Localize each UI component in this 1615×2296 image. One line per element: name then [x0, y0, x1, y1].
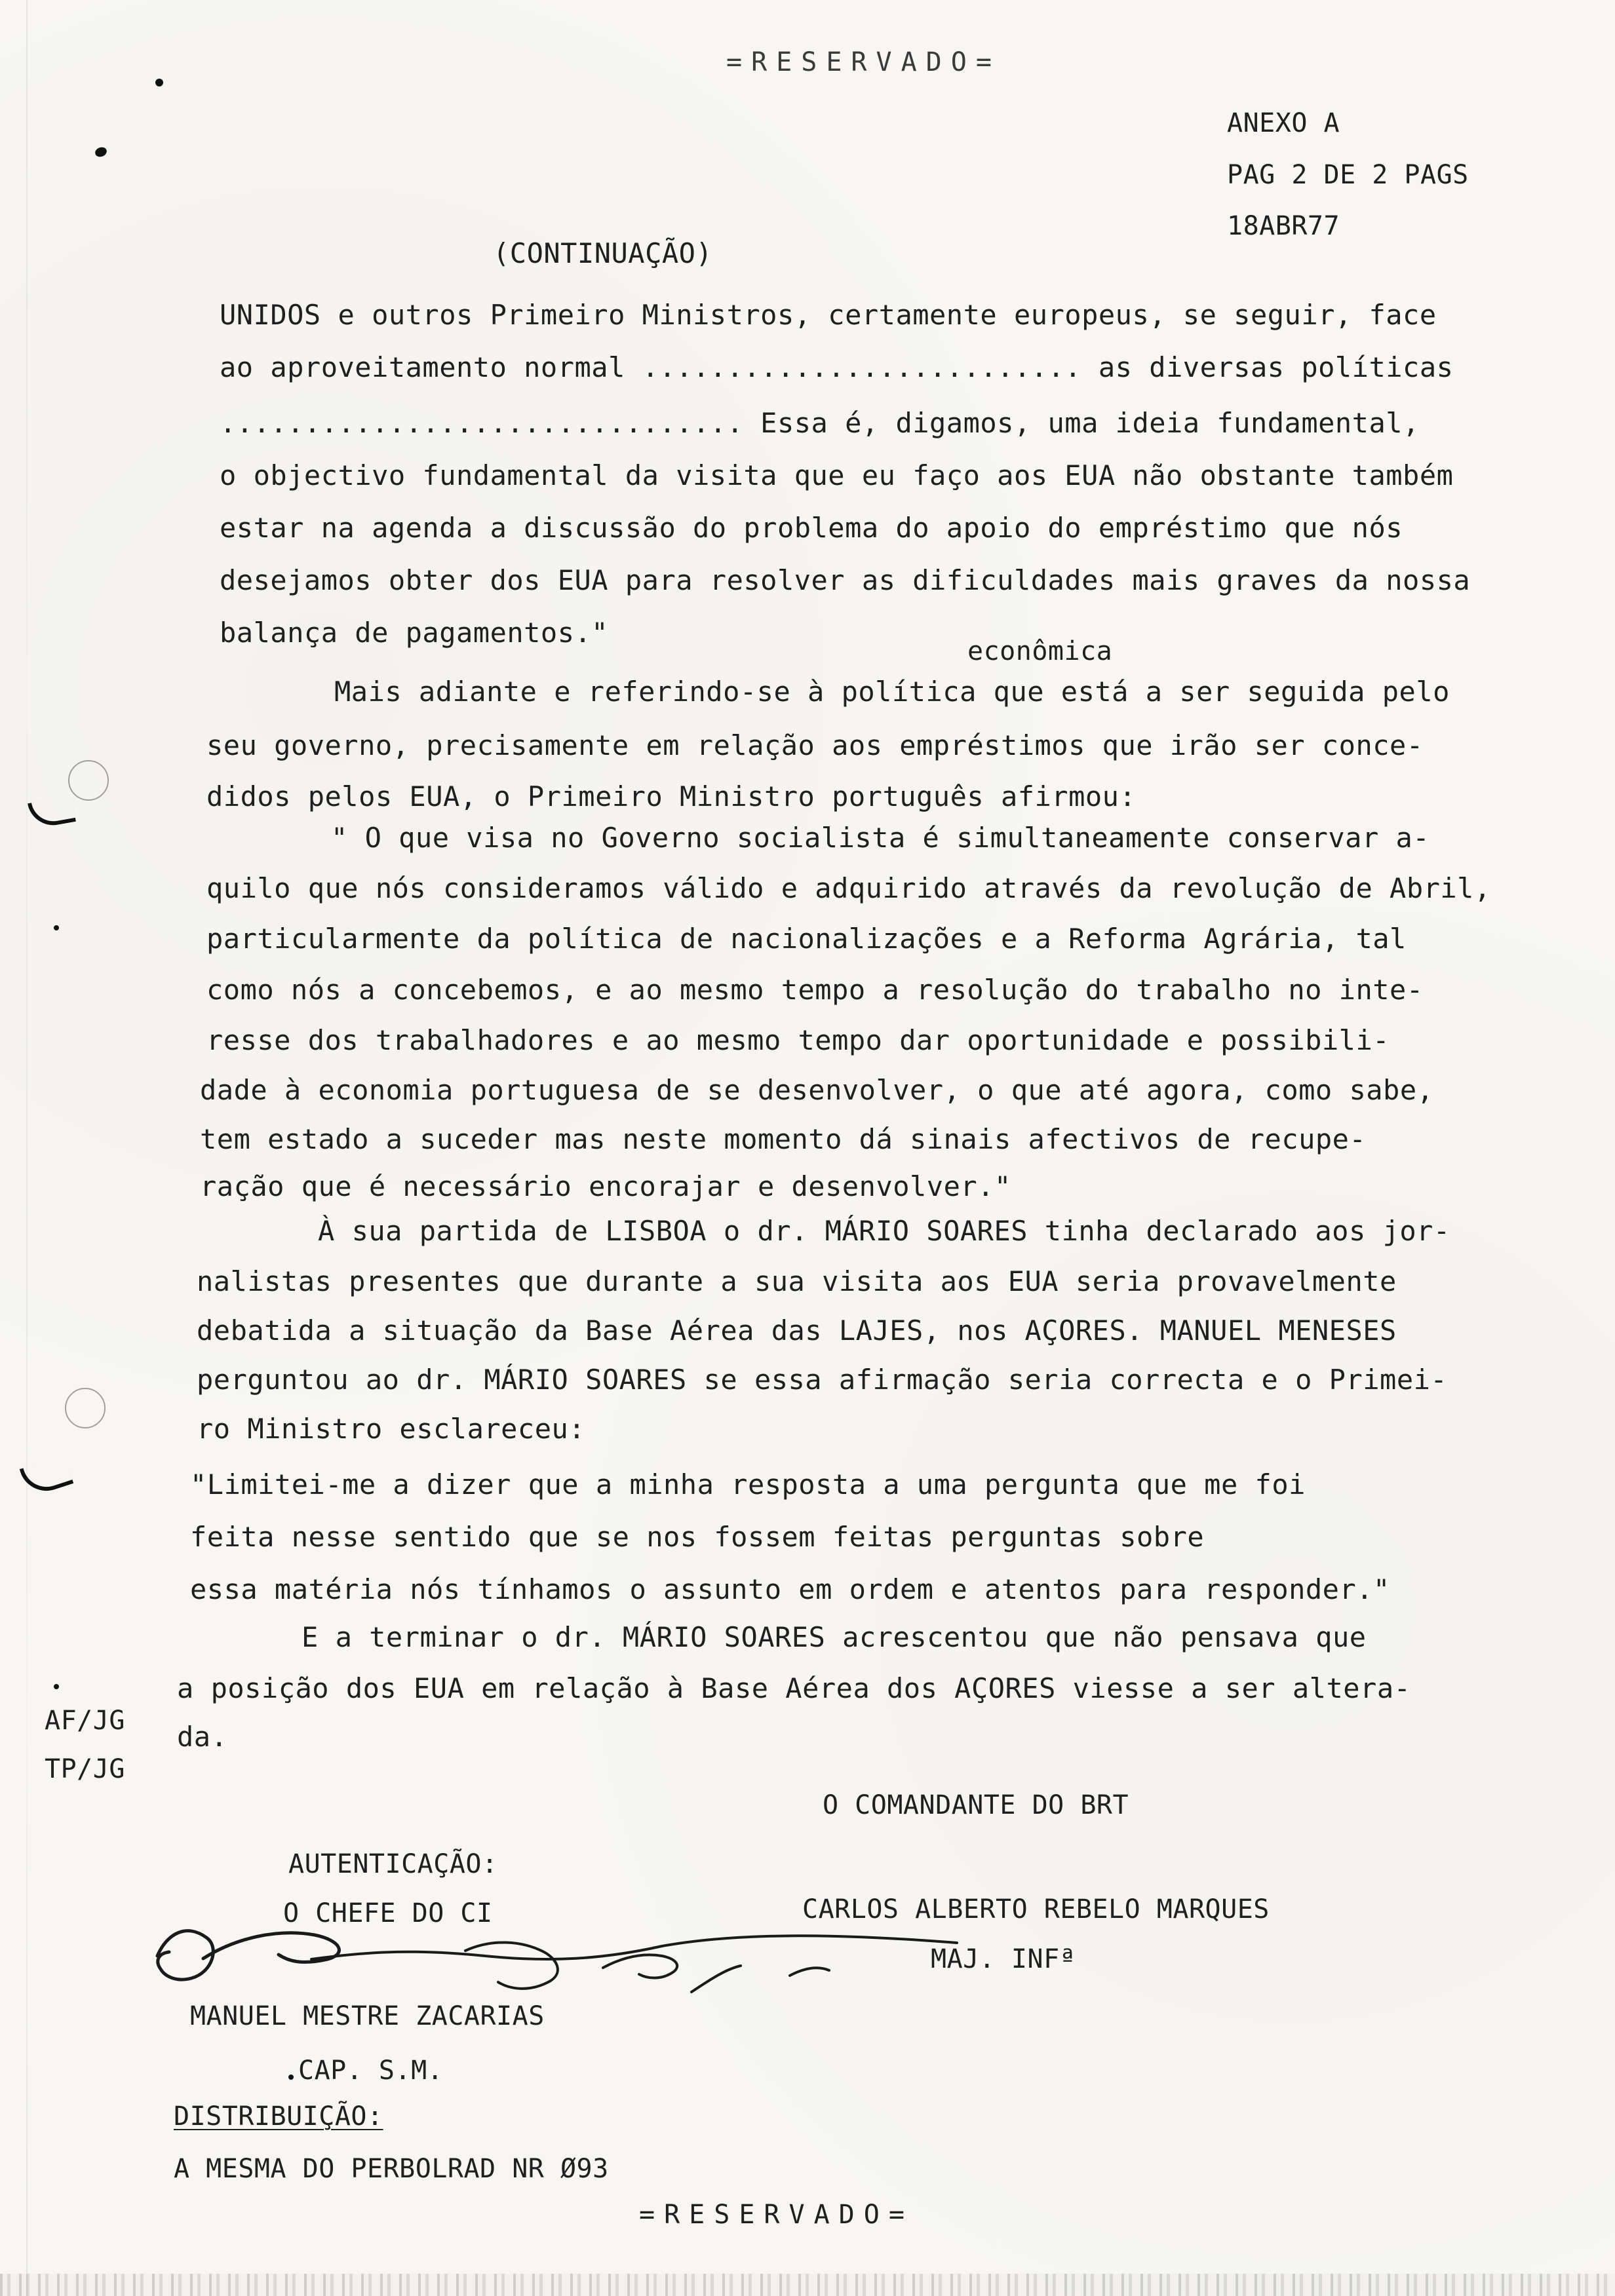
body-line-6: desejamos obter dos EUA para resolver as dificuldades mais graves da nossa	[220, 564, 1471, 596]
body-line-28: a posição dos EUA em relação à Base Aérea dos AÇORES viesse a ser altera-	[177, 1672, 1411, 1704]
body-line-29: da.	[177, 1721, 228, 1753]
authentication-label: AUTENTICAÇÃO:	[288, 1849, 498, 1879]
continuation-heading: (CONTINUAÇÃO)	[493, 237, 713, 269]
body-line-16: dade à economia portuguesa de se desenvolver, o que até agora, como sabe,	[200, 1074, 1434, 1106]
body-line-2: ao aproveitamento normal .......................... as diversas políticas	[220, 351, 1454, 383]
right-signer-rank: MAJ. INFª	[931, 1944, 1076, 1974]
body-line-13: particularmente da política de nacionalizações e a Reforma Agrária, tal	[206, 923, 1407, 955]
body-line-24: "Limitei-me a dizer que a minha resposta a uma pergunta que me foi	[190, 1468, 1306, 1501]
margin-code-1: AF/JG	[45, 1706, 125, 1736]
body-line-3: ............................... Essa é, digamos, uma ideia fundamental,	[220, 407, 1420, 439]
body-line-12: quilo que nós consideramos válido e adquirido através da revolução de Abril,	[206, 872, 1491, 904]
economics-insertion: econômica	[967, 636, 1113, 666]
body-line-19: À sua partida de LISBOA o dr. MÁRIO SOARES tinha declarado aos jor-	[318, 1215, 1450, 1247]
body-line-10: didos pelos EUA, o Primeiro Ministro português afirmou:	[206, 780, 1137, 813]
body-line-7: balança de pagamentos."	[220, 617, 609, 649]
signature-mark	[144, 1897, 1003, 2015]
body-line-26: essa matéria nós tínhamos o assunto em ordem e atentos para responder."	[190, 1573, 1390, 1605]
body-line-15: resse dos trabalhadores e ao mesmo tempo dar oportunidade e possibili-	[206, 1024, 1390, 1056]
left-signer-rank: CAP. S.M.	[298, 2056, 444, 2086]
body-line-14: como nós a concebemos, e ao mesmo tempo a resolução do trabalho no inte-	[206, 974, 1424, 1006]
scan-dot-mid-left	[94, 145, 108, 158]
distribution-label: DISTRIBUIÇÃO:	[174, 2101, 383, 2132]
chief-ci-label: O CHEFE DO CI	[283, 1898, 493, 1928]
scan-dot-left-2	[54, 1684, 59, 1689]
commander-title: O COMANDANTE DO BRT	[823, 1790, 1129, 1820]
annex-line-2: PAG 2 DE 2 PAGS	[1227, 160, 1469, 190]
annex-line-3: 18ABR77	[1227, 211, 1340, 241]
left-signer-name: MANUEL MESTRE ZACARIAS	[190, 2001, 545, 2031]
body-line-17: tem estado a suceder mas neste momento dá sinais afectivos de recupe-	[200, 1123, 1367, 1155]
body-line-11: " O que visa no Governo socialista é simultaneamente conservar a-	[331, 822, 1430, 854]
hole-punch-upper	[68, 760, 109, 801]
body-line-25: feita nesse sentido que se nos fossem feitas perguntas sobre	[190, 1521, 1205, 1553]
body-line-5: estar na agenda a discussão do problema do apoio do empréstimo que nós	[220, 512, 1403, 544]
scan-dot-top-left	[155, 79, 163, 86]
body-line-27: E a terminar o dr. MÁRIO SOARES acrescentou que não pensava que	[302, 1621, 1367, 1653]
distribution-value: A MESMA DO PERBOLRAD NR Ø93	[174, 2154, 609, 2184]
bottom-classification: =RESERVADO=	[639, 2200, 914, 2230]
body-line-4: o objectivo fundamental da visita que eu faço aos EUA não obstante também	[220, 459, 1454, 491]
body-line-21: debatida a situação da Base Aérea das LAJES, nos AÇORES. MANUEL MENESES	[197, 1314, 1397, 1347]
scan-dot-left-1	[54, 925, 59, 930]
body-line-20: nalistas presentes que durante a sua visita aos EUA seria provavelmente	[197, 1265, 1397, 1297]
body-line-18: ração que é necessário encorajar e desenvolver."	[200, 1170, 1011, 1202]
right-signer-name: CARLOS ALBERTO REBELO MARQUES	[802, 1894, 1270, 1924]
hole-punch-lower	[65, 1388, 106, 1428]
body-line-1: UNIDOS e outros Primeiro Ministros, certamente europeus, se seguir, face	[220, 299, 1437, 331]
body-line-8: Mais adiante e referindo-se à política que está a ser seguida pelo	[334, 676, 1450, 708]
scan-dot-left-3	[288, 2075, 294, 2080]
left-bracket-upper	[28, 795, 76, 829]
body-line-22: perguntou ao dr. MÁRIO SOARES se essa afirmação seria correcta e o Primei-	[197, 1364, 1448, 1396]
top-classification: =RESERVADO=	[726, 47, 1001, 77]
left-scan-edge	[26, 0, 28, 2296]
bottom-scan-noise	[0, 2274, 1615, 2296]
left-bracket-lower	[20, 1455, 74, 1498]
margin-code-2: TP/JG	[45, 1754, 125, 1784]
body-line-23: ro Ministro esclareceu:	[197, 1413, 586, 1445]
body-line-9: seu governo, precisamente em relação aos empréstimos que irão ser conce-	[206, 729, 1424, 761]
annex-line-1: ANEXO A	[1227, 108, 1340, 138]
